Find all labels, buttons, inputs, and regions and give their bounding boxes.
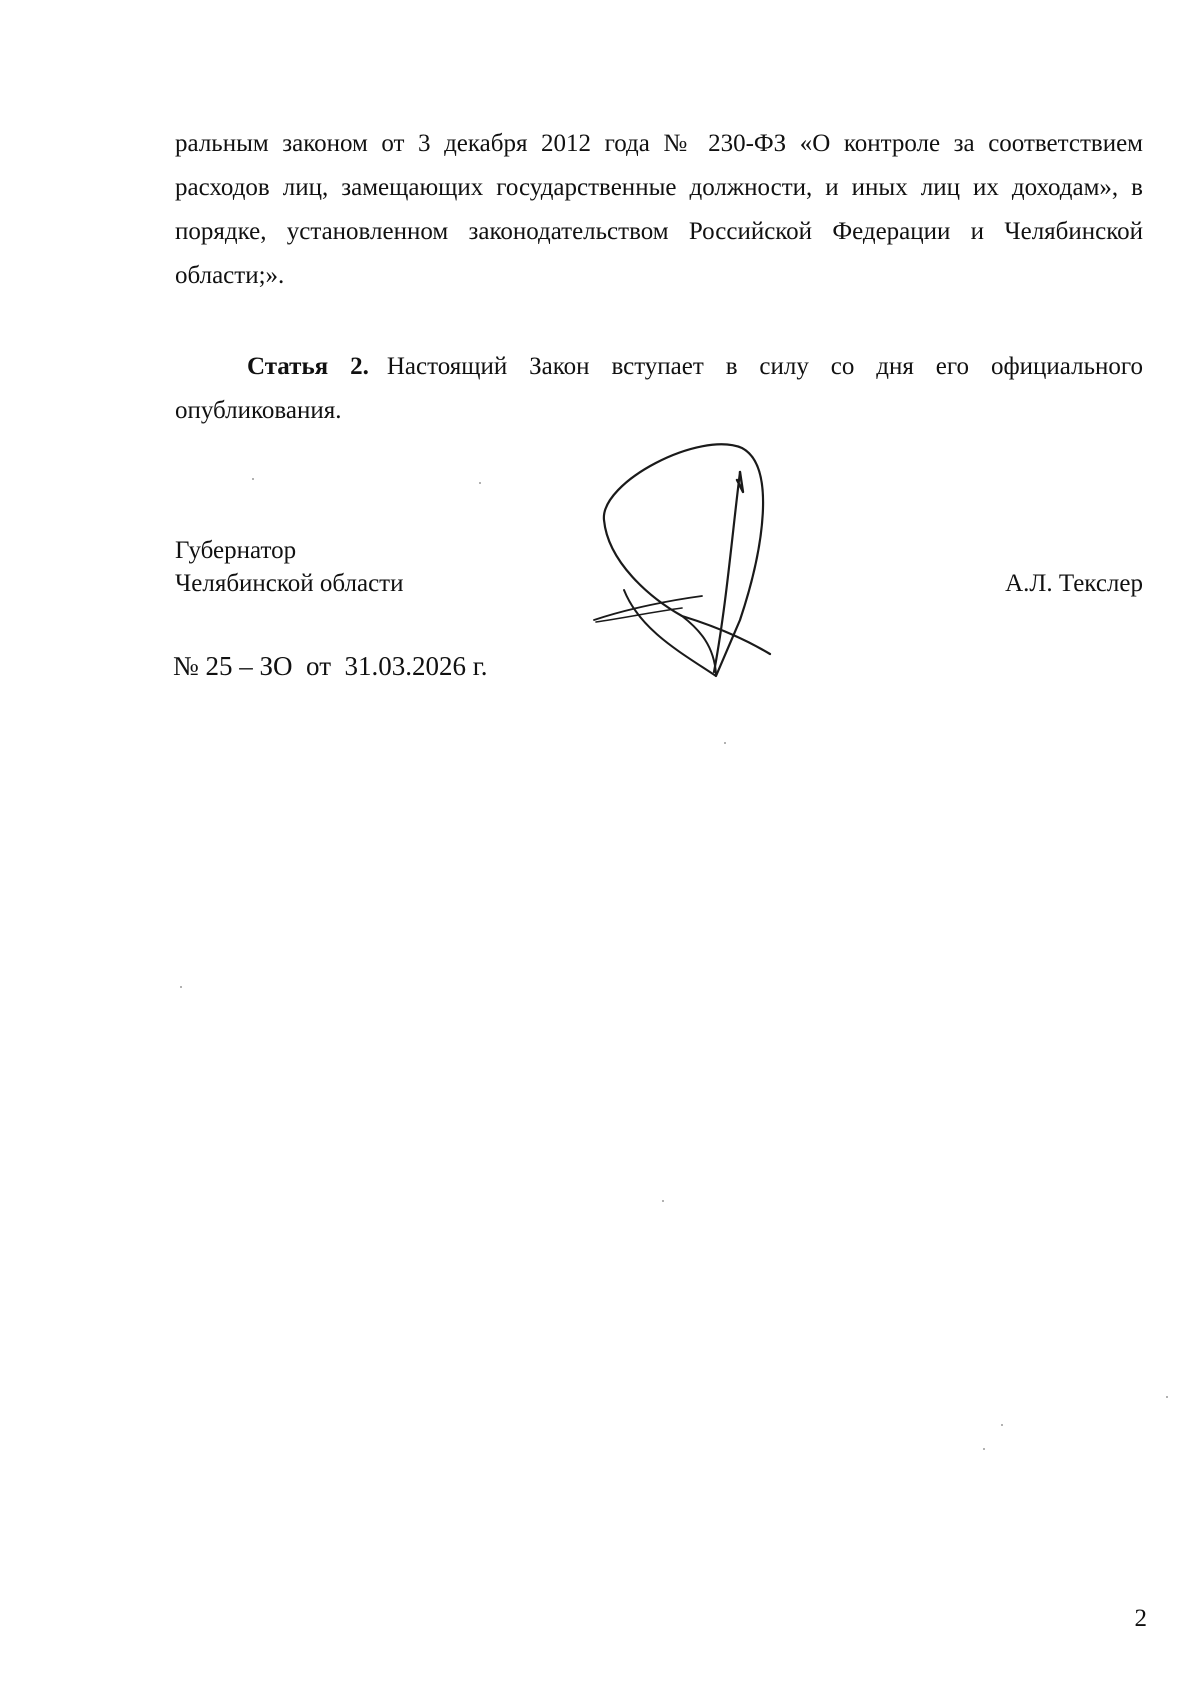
scan-speck bbox=[724, 742, 726, 744]
article-label: Статья 2. bbox=[247, 353, 369, 380]
law-number: № 25 – ЗО bbox=[173, 651, 293, 681]
signer-position-line2: Челябинской области bbox=[175, 570, 404, 597]
page-number: 2 bbox=[1134, 1605, 1147, 1632]
signer-name: А.Л. Текслер bbox=[1005, 570, 1143, 597]
law-date: 31.03.2026 г. bbox=[344, 651, 488, 681]
signer-position bbox=[175, 534, 403, 600]
paragraph-continuation: ральным законом от 3 декабря 2012 года № 230-ФЗ «О контроле за соответствием расходов лиц, замещающих государственные должности, и иных лиц их доходам», в порядке, установленном законодательством Российской Федерации и Челябинской области;». bbox=[175, 130, 1143, 289]
scan-speck bbox=[1001, 1424, 1003, 1426]
signer-position-line1: Губернатор bbox=[175, 537, 297, 564]
scan-speck bbox=[479, 482, 481, 484]
scan-speck bbox=[252, 478, 254, 480]
scan-speck bbox=[662, 1200, 664, 1202]
article-text: Настоящий Закон вступает в силу со дня его официального опубликования. bbox=[175, 353, 1143, 424]
handwritten-signature-icon bbox=[590, 440, 830, 680]
article-2 bbox=[175, 345, 1143, 433]
scan-speck bbox=[1166, 1396, 1168, 1398]
law-reference bbox=[173, 648, 488, 684]
scan-speck bbox=[983, 1448, 985, 1450]
scan-speck bbox=[180, 986, 182, 988]
law-date-preposition: от bbox=[306, 651, 331, 681]
